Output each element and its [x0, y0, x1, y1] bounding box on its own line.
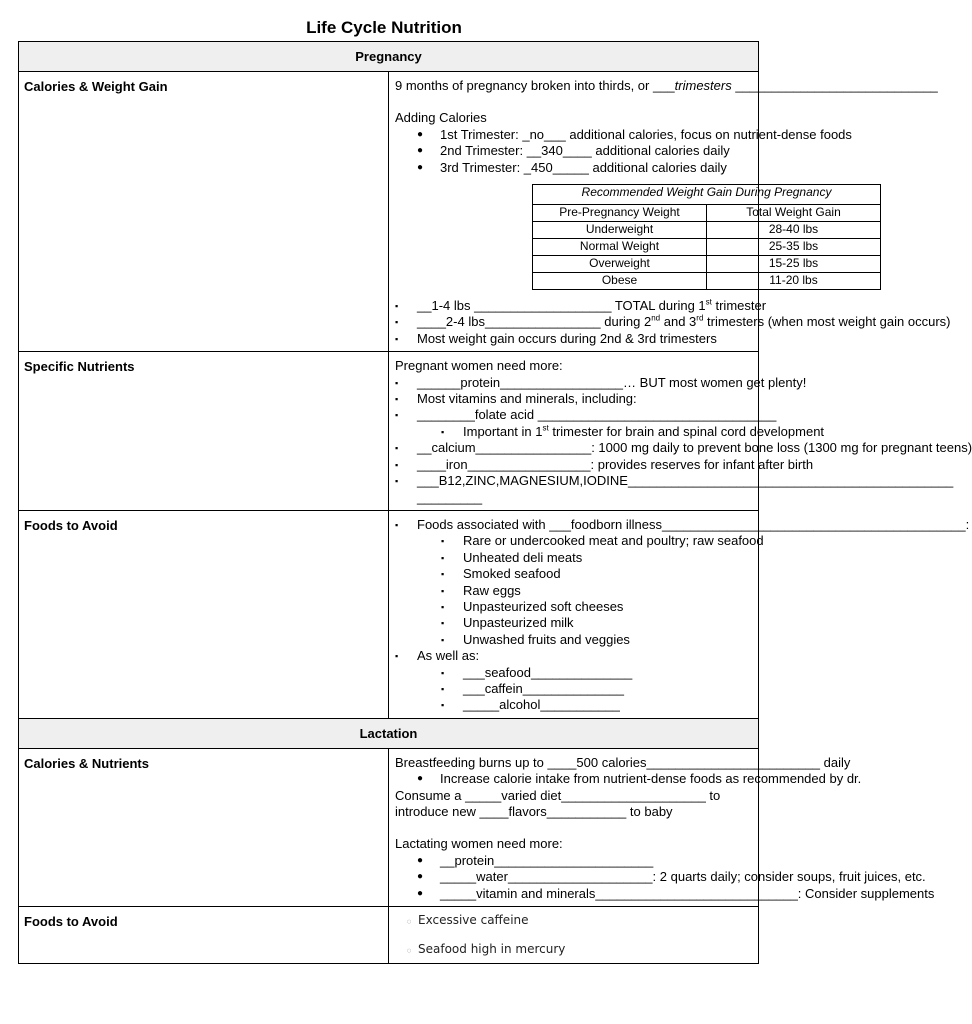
list-item: ● 3rd Trimester: _450_____ additional calories daily: [395, 160, 752, 176]
list-item: ▪ Important in 1st trimester for brain and spinal cord development: [395, 424, 752, 440]
table-cell: Underweight: [533, 222, 707, 239]
list-item: ▪ Foods associated with ___foodborn illness__________________________________________:: [395, 517, 752, 533]
list-item: ○ Excessive caffeine: [395, 911, 752, 929]
list-item: ▪ Raw eggs: [395, 583, 752, 599]
calories-weight-gain-content: [389, 72, 951, 352]
table-row: [533, 273, 881, 290]
list-item: ▪ Most vitamins and minerals, including:: [395, 391, 752, 407]
nutrients-intro: Pregnant women need more:: [395, 358, 563, 374]
adding-calories-heading: Adding Calories: [395, 110, 487, 126]
row-label-foods-to-avoid: Foods to Avoid: [19, 510, 389, 718]
trimesters-intro: 9 months of pregnancy broken into thirds, or ___trimesters ____________________________: [395, 78, 938, 93]
list-item: ● _____water____________________: 2 quarts daily; consider soups, fruit juices, etc.: [395, 869, 752, 885]
table-cell: 28-40 lbs: [707, 222, 881, 239]
list-item: ▪ ________folate acid _________________________________: [395, 407, 752, 423]
list-item: ● Increase calorie intake from nutrient-dense foods as recommended by dr.: [395, 771, 752, 787]
list-item: ▪ ____iron_________________: provides reserves for infant after birth: [395, 457, 752, 473]
weight-gain-table: [532, 184, 881, 290]
list-item: ▪ Most weight gain occurs during 2nd & 3rd trimesters: [395, 331, 752, 347]
table-row: [533, 239, 881, 256]
table-cell: 15-25 lbs: [707, 256, 881, 273]
section-header-lactation: Lactation: [19, 718, 759, 748]
consume-varied-diet: Consume a _____varied diet____________________ to introduce new ____flavors___________ to baby: [395, 787, 721, 819]
list-item: ▪ _____alcohol___________: [395, 697, 752, 713]
table-cell: 11-20 lbs: [707, 273, 881, 290]
list-item: ▪ Rare or undercooked meat and poultry; raw seafood: [395, 533, 752, 549]
list-item: ▪ As well as:: [395, 648, 752, 664]
list-item: ▪ Smoked seafood: [395, 566, 752, 582]
table-header: Pre-Pregnancy Weight: [533, 205, 707, 222]
lactating-needs-intro: Lactating women need more:: [395, 836, 563, 852]
table-cell: Normal Weight: [533, 239, 707, 256]
list-item-continued: _________: [417, 489, 483, 505]
list-item: ▪ ____2-4 lbs________________ during 2nd and 3rd trimesters (when most weight gain occurs): [395, 314, 752, 330]
list-item: ▪ Unpasteurized milk: [395, 615, 752, 631]
list-item: ▪ ___B12,ZINC,MAGNESIUM,IODINE_____________________________________________: [395, 473, 752, 489]
section-header-pregnancy: Pregnancy: [19, 42, 759, 72]
list-item: ▪ __calcium________________: 1000 mg daily to prevent bone loss (1300 mg for pregnant teens): [395, 440, 752, 456]
list-item: ▪ Unwashed fruits and veggies: [395, 632, 752, 648]
list-item: ▪ ___seafood______________: [395, 665, 752, 681]
list-item: ▪ ______protein_________________… BUT most women get plenty!: [395, 375, 752, 391]
nutrition-table: [18, 41, 972, 964]
breastfeeding-calories: Breastfeeding burns up to ____500 calories________________________ daily: [395, 754, 851, 770]
list-item: ● __protein______________________: [395, 853, 752, 869]
list-item: ● 2nd Trimester: __340____ additional calories daily: [395, 143, 752, 159]
row-label-lactation-foods-to-avoid: Foods to Avoid: [19, 907, 389, 964]
foods-to-avoid-content: [389, 510, 970, 718]
table-header: Total Weight Gain: [707, 205, 881, 222]
row-label-specific-nutrients: Specific Nutrients: [19, 352, 389, 511]
row-label-calories-nutrients: Calories & Nutrients: [19, 748, 389, 906]
list-item: ▪ __1-4 lbs ___________________ TOTAL during 1st trimester: [395, 298, 752, 314]
lactation-foods-to-avoid-content: [389, 907, 759, 964]
table-cell: Obese: [533, 273, 707, 290]
list-item: ● _____vitamin and minerals____________________________: Consider supplements: [395, 886, 752, 902]
calories-nutrients-content: [389, 748, 935, 906]
list-item: ▪ Unheated deli meats: [395, 550, 752, 566]
table-cell: Overweight: [533, 256, 707, 273]
list-item: ▪ Unpasteurized soft cheeses: [395, 599, 752, 615]
table-cell: 25-35 lbs: [707, 239, 881, 256]
page-title: Life Cycle Nutrition: [306, 18, 462, 37]
weight-gain-table-caption: Recommended Weight Gain During Pregnancy: [533, 185, 881, 205]
row-label-calories-weight-gain: Calories & Weight Gain: [19, 72, 389, 352]
list-item: ○ Seafood high in mercury: [395, 940, 752, 958]
table-row: [533, 222, 881, 239]
specific-nutrients-content: [389, 352, 972, 511]
list-item: ● 1st Trimester: _no___ additional calories, focus on nutrient-dense foods: [395, 127, 752, 143]
table-row: [533, 256, 881, 273]
list-item: ▪ ___caffein______________: [395, 681, 752, 697]
trimesters-answer: trimesters: [674, 78, 732, 93]
